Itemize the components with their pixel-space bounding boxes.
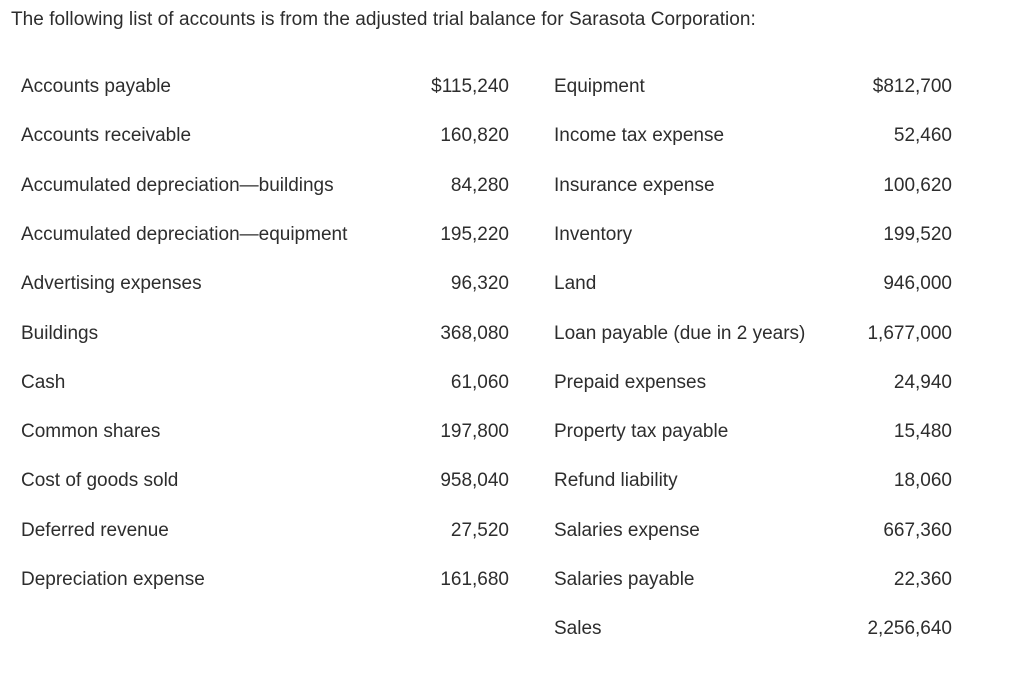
account-name: Cost of goods sold bbox=[21, 470, 179, 492]
account-amount: 100,620 bbox=[883, 174, 952, 196]
account-name: Advertising expenses bbox=[21, 273, 202, 295]
account-amount: 946,000 bbox=[883, 273, 952, 295]
account-amount: 368,080 bbox=[440, 322, 509, 344]
account-row bbox=[0, 125, 952, 155]
account-amount: 161,680 bbox=[440, 569, 509, 590]
account-amount: 197,800 bbox=[440, 421, 509, 443]
account-name: Property tax payable bbox=[554, 421, 729, 443]
account-amount: $115,240 bbox=[431, 76, 509, 97]
account-amount: 18,060 bbox=[893, 470, 952, 492]
account-name: Prepaid expenses bbox=[554, 371, 707, 393]
account-amount: 24,940 bbox=[893, 371, 952, 393]
account-row bbox=[0, 224, 952, 254]
account-row bbox=[0, 421, 952, 451]
account-name: Buildings bbox=[21, 322, 99, 344]
account-name: Accounts receivable bbox=[21, 125, 192, 147]
account-row bbox=[0, 273, 952, 303]
account-name: Loan payable (due in 2 years) bbox=[554, 322, 806, 344]
account-name: Insurance expense bbox=[554, 174, 715, 196]
account-amount: 667,360 bbox=[883, 519, 952, 541]
account-name: Depreciation expense bbox=[21, 569, 205, 590]
account-name: Salaries payable bbox=[554, 569, 695, 590]
account-name: Land bbox=[554, 273, 597, 295]
account-amount: 22,360 bbox=[893, 569, 952, 590]
account-name: Income tax expense bbox=[554, 125, 725, 147]
account-row bbox=[0, 372, 952, 402]
account-name: Common shares bbox=[21, 421, 161, 443]
account-amount: $812,700 bbox=[872, 76, 952, 97]
account-name: Inventory bbox=[554, 223, 633, 245]
account-row bbox=[0, 323, 952, 353]
account-name: Accounts payable bbox=[21, 76, 171, 97]
account-row bbox=[0, 569, 952, 599]
account-name: Deferred revenue bbox=[21, 519, 169, 541]
account-name: Accumulated depreciation—buildings bbox=[21, 174, 334, 196]
account-amount: 2,256,640 bbox=[867, 618, 952, 640]
account-name: Equipment bbox=[554, 76, 645, 97]
account-row bbox=[0, 520, 952, 550]
account-row bbox=[0, 618, 952, 648]
account-name: Refund liability bbox=[554, 470, 678, 492]
account-amount: 1,677,000 bbox=[867, 322, 952, 344]
account-row bbox=[0, 175, 952, 205]
account-row bbox=[0, 470, 952, 500]
account-amount: 199,520 bbox=[883, 223, 952, 245]
account-amount: 52,460 bbox=[893, 125, 952, 147]
account-amount: 160,820 bbox=[440, 125, 509, 147]
account-name: Sales bbox=[554, 618, 602, 640]
account-amount: 84,280 bbox=[450, 174, 509, 196]
account-amount: 27,520 bbox=[450, 519, 509, 541]
account-amount: 96,320 bbox=[450, 273, 509, 295]
account-amount: 15,480 bbox=[893, 421, 952, 443]
account-name: Cash bbox=[21, 371, 66, 393]
account-amount: 195,220 bbox=[440, 223, 509, 245]
account-name: Accumulated depreciation—equipment bbox=[21, 223, 348, 245]
intro-text: The following list of accounts is from the adjusted trial balance for Sarasota Corporation: bbox=[11, 9, 756, 30]
account-row bbox=[0, 76, 952, 106]
account-name: Salaries expense bbox=[554, 519, 700, 541]
account-amount: 61,060 bbox=[450, 371, 509, 393]
account-amount: 958,040 bbox=[440, 470, 509, 492]
